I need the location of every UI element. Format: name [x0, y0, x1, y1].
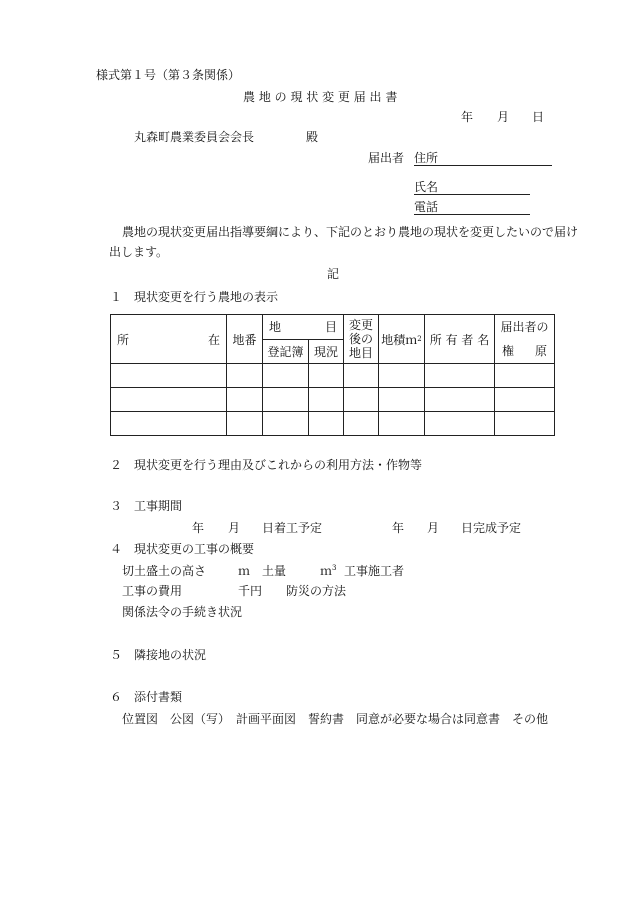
applicant-address-label: 住所 — [414, 151, 439, 165]
applicant-phone-label: 電話 — [414, 200, 439, 214]
soil-volume-label: 土量 — [262, 564, 287, 578]
table-row — [111, 364, 555, 388]
table-row — [111, 388, 555, 412]
end-year: 年 — [392, 521, 405, 535]
date-month: 月 — [497, 110, 510, 124]
section-4-number: ４ — [110, 542, 123, 556]
addressee-name: 丸森町農業委員会会長 — [134, 130, 255, 144]
header-current: 現況 — [309, 339, 344, 364]
section-3-title: 工事期間 — [134, 499, 183, 513]
section-4-title: 現状変更の工事の概要 — [134, 542, 255, 556]
header-owner: 所 有 者 名 — [425, 315, 495, 364]
table-row — [111, 412, 555, 436]
start-text: 日着工予定 — [262, 521, 323, 535]
applicant-phone-field[interactable] — [414, 200, 530, 215]
applicant-address-field[interactable] — [414, 151, 552, 166]
section-1-number: １ — [110, 290, 123, 304]
header-location: 所 在 — [111, 315, 227, 364]
disaster-prevention-label: 防災の方法 — [286, 584, 347, 598]
cost-unit: 千円 — [238, 584, 263, 598]
cost-label: 工事の費用 — [122, 584, 183, 598]
cut-fill-unit: ｍ — [238, 564, 251, 578]
intro-line-2: 出します。 — [109, 245, 169, 259]
land-table — [110, 314, 555, 436]
header-area: 地積 ｍ 2 — [379, 315, 425, 364]
soil-volume-unit: ｍ$^3$ — [320, 564, 337, 578]
related-laws-label: 関係法令の手続き状況 — [122, 605, 243, 619]
contractor-label: 工事施工者 — [344, 564, 405, 578]
intro-line-1: 農地の現状変更届出指導要綱により、下記のとおり農地の現状を変更したいので届け — [122, 225, 579, 239]
addressee-honorific: 殿 — [306, 130, 319, 144]
section-3-number: ３ — [110, 499, 123, 513]
end-text: 日完成予定 — [461, 521, 522, 535]
start-month: 月 — [228, 521, 241, 535]
header-rights: 届出者の 権 原 — [495, 315, 555, 364]
document-title: 農 地 の 現 状 変 更 届 出 書 — [243, 90, 398, 104]
section-1-title: 現状変更を行う農地の表示 — [134, 290, 279, 304]
section-5-title: 隣接地の状況 — [134, 648, 207, 662]
section-5-number: ５ — [110, 648, 123, 662]
ki-heading: 記 — [327, 267, 340, 281]
end-month: 月 — [427, 521, 440, 535]
section-2-title: 現状変更を行う理由及びこれからの利用方法・作物等 — [134, 458, 423, 472]
section-6-title: 添付書類 — [134, 690, 183, 704]
start-year: 年 — [192, 521, 205, 535]
header-registry: 登記簿 — [263, 339, 309, 364]
applicant-name-field[interactable] — [414, 180, 530, 195]
cut-fill-label: 切土盛土の高さ — [122, 564, 207, 578]
section-2-number: ２ — [110, 458, 123, 472]
applicant-name-label: 氏名 — [414, 180, 439, 194]
header-category: 地 目 — [263, 315, 344, 340]
applicant-label: 届出者 — [368, 151, 405, 165]
section-6-number: ６ — [110, 690, 123, 704]
date-year: 年 — [461, 110, 474, 124]
header-changed-category: 変更 後の 地目 — [344, 315, 379, 364]
date-day: 日 — [532, 110, 545, 124]
attachments-list: 位置図 公図（写） 計画平面図 誓約書 同意が必要な場合は同意書 その他 — [122, 712, 549, 726]
header-lot: 地番 — [227, 315, 263, 364]
form-number: 様式第１号（第３条関係） — [96, 68, 241, 82]
